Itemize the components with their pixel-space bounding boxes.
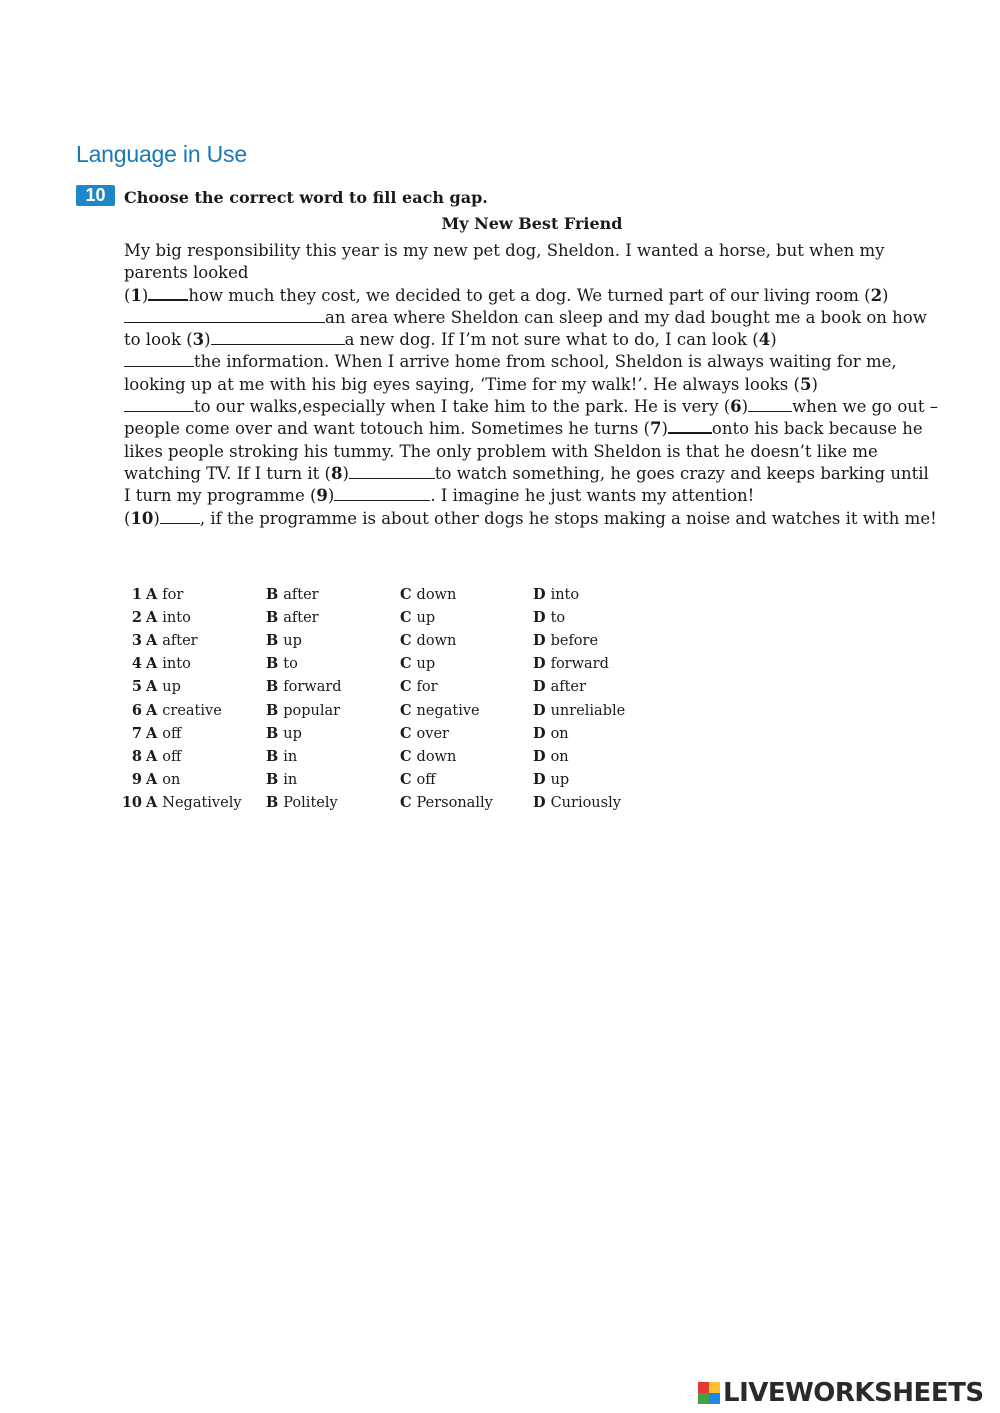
passage-text: to watch something, he goes crazy and keeps barking until I turn my programme — [124, 463, 929, 506]
option-letter: A — [146, 655, 158, 673]
option-letter: D — [533, 655, 546, 673]
option-letter: A — [146, 770, 158, 788]
option-word: to — [283, 656, 298, 673]
option-c[interactable] — [400, 606, 533, 629]
option-a[interactable] — [146, 583, 266, 606]
option-d[interactable] — [533, 722, 653, 745]
option-word: to — [550, 610, 566, 627]
gap-number: 5 — [799, 374, 812, 394]
option-letter: C — [400, 609, 412, 627]
option-c[interactable] — [400, 745, 533, 768]
passage-text: onto his back because he likes people stroking his tummy. The only problem with Sheldon is that he doesn’t like me watching TV. If I turn it — [124, 419, 923, 483]
option-word: down — [416, 633, 457, 650]
gap-4-blank[interactable] — [124, 352, 194, 367]
option-d[interactable] — [533, 768, 653, 791]
question-number: 7 — [131, 724, 142, 742]
option-a[interactable] — [146, 768, 266, 791]
question-number: 4 — [131, 655, 142, 673]
question-number: 10 — [121, 793, 142, 811]
option-row — [112, 791, 653, 814]
option-d[interactable] — [533, 606, 653, 629]
answer-options-table — [112, 583, 653, 814]
option-letter: A — [146, 609, 158, 627]
option-b[interactable] — [266, 583, 400, 606]
passage-text: My big responsibility this year is my new pet dog, Sheldon. I wanted a horse, but when my parents looked — [124, 241, 885, 283]
question-number: 8 — [131, 747, 142, 765]
passage-text: , if the programme is about other dogs he stops making a noise and watches it with me! — [199, 508, 937, 528]
option-word: negative — [416, 702, 480, 719]
option-c[interactable] — [400, 791, 533, 814]
option-word: into — [550, 587, 580, 604]
option-a[interactable] — [146, 791, 266, 814]
option-letter: A — [146, 793, 158, 811]
gap-number: 1 — [130, 285, 142, 305]
option-letter: A — [146, 678, 158, 696]
option-letter: C — [400, 632, 412, 650]
option-word: in — [283, 771, 298, 788]
option-word: on — [162, 771, 181, 788]
passage-text: an area where Sheldon can sleep and my dad bought me a book on how to look — [124, 307, 927, 350]
option-word: after — [283, 610, 319, 627]
option-word: up — [283, 725, 302, 742]
option-word: after — [550, 679, 586, 696]
gap-number: 6 — [730, 397, 742, 417]
option-row — [112, 629, 653, 652]
passage-text: . I imagine he just wants my attention! — [430, 486, 755, 506]
option-a[interactable] — [146, 652, 266, 675]
option-c[interactable] — [400, 652, 533, 675]
option-word: on — [550, 725, 569, 742]
option-letter: D — [533, 609, 546, 627]
option-a[interactable] — [146, 629, 266, 652]
option-a[interactable] — [146, 698, 266, 721]
option-word: on — [550, 748, 569, 765]
gap-number: 3 — [192, 330, 205, 350]
option-letter: A — [146, 632, 158, 650]
option-letter: C — [400, 678, 412, 696]
logo-grid-icon — [698, 1382, 720, 1404]
option-d[interactable] — [533, 675, 653, 698]
passage-text: when we go out – people come over and want totouch him. Sometimes he turns — [124, 397, 939, 439]
option-c[interactable] — [400, 698, 533, 721]
option-b[interactable] — [266, 675, 400, 698]
option-word: creative — [162, 702, 222, 719]
option-letter: D — [533, 586, 546, 604]
liveworksheets-logo — [698, 1378, 984, 1408]
option-letter: C — [400, 747, 412, 765]
question-number: 6 — [131, 701, 142, 719]
option-letter: D — [533, 770, 546, 788]
option-word: up — [416, 610, 436, 627]
option-letter: A — [146, 747, 158, 765]
option-c[interactable] — [400, 768, 533, 791]
logo-text: LIVEWORKSHEETS — [723, 1378, 984, 1408]
gap-number: 8 — [330, 463, 343, 483]
option-word: down — [416, 587, 457, 604]
option-word: in — [283, 748, 298, 765]
gap-number: 9 — [316, 486, 328, 506]
option-c[interactable] — [400, 629, 533, 652]
option-word: into — [162, 656, 191, 673]
option-word: over — [416, 725, 449, 742]
question-number: 3 — [131, 632, 142, 650]
option-c[interactable] — [400, 722, 533, 745]
option-b[interactable] — [266, 768, 400, 791]
option-letter: C — [400, 586, 412, 604]
option-b[interactable] — [266, 698, 400, 721]
option-letter: C — [400, 793, 412, 811]
passage-text: the information. When I arrive home from school, Sheldon is always waiting for me, looking up at me with his big eyes saying, ‘Time for my walk!’. He always looks — [124, 352, 897, 394]
option-word: forward — [550, 656, 609, 673]
question-number: 5 — [131, 678, 142, 696]
option-letter: A — [146, 586, 158, 604]
option-letter: C — [400, 655, 412, 673]
option-word: up — [162, 679, 181, 696]
option-letter: B — [266, 678, 279, 696]
option-d[interactable] — [533, 583, 653, 606]
option-b[interactable] — [266, 629, 400, 652]
option-b[interactable] — [266, 722, 400, 745]
option-d[interactable] — [533, 698, 653, 721]
option-word: up — [550, 771, 570, 788]
option-a[interactable] — [146, 675, 266, 698]
option-word: for — [416, 679, 438, 696]
question-number: 9 — [131, 770, 142, 788]
exercise-number-badge: 10 — [76, 185, 115, 206]
option-word: up — [416, 656, 436, 673]
gap-6-blank[interactable] — [748, 397, 792, 412]
option-word: for — [162, 587, 184, 604]
option-letter: B — [266, 609, 279, 627]
option-b[interactable] — [266, 606, 400, 629]
option-row — [112, 606, 653, 629]
gap-2-blank[interactable] — [124, 308, 325, 323]
option-word: into — [162, 610, 191, 627]
option-word: Politely — [283, 794, 338, 811]
option-letter: B — [266, 655, 279, 673]
gap-number: 2 — [870, 285, 883, 305]
option-b[interactable] — [266, 791, 400, 814]
option-row — [112, 722, 653, 745]
option-letter: A — [146, 724, 158, 742]
option-a[interactable] — [146, 745, 266, 768]
option-a[interactable] — [146, 606, 266, 629]
option-d[interactable] — [533, 652, 653, 675]
option-word: after — [162, 633, 198, 650]
option-letter: A — [146, 701, 158, 719]
option-c[interactable] — [400, 675, 533, 698]
option-word: before — [550, 633, 599, 650]
option-letter: D — [533, 678, 546, 696]
gap-9-blank[interactable] — [334, 486, 430, 501]
option-b[interactable] — [266, 745, 400, 768]
option-letter: D — [533, 793, 546, 811]
gap-8-blank[interactable] — [349, 464, 435, 479]
passage-text: how much they cost, we decided to get a dog. We turned part of our living room — [188, 285, 859, 305]
option-word: Negatively — [162, 794, 242, 811]
option-letter: B — [266, 632, 279, 650]
option-letter: B — [266, 747, 279, 765]
gap-10-blank[interactable] — [160, 509, 200, 524]
option-letter: B — [266, 701, 279, 719]
option-letter: B — [266, 770, 279, 788]
option-letter: D — [533, 724, 546, 742]
question-number: 1 — [131, 586, 142, 604]
option-word: off — [416, 771, 436, 788]
option-word: off — [162, 748, 182, 765]
passage-text: a new dog. If I’m not sure what to do, I can look — [344, 330, 748, 350]
option-word: popular — [283, 702, 341, 719]
option-word: off — [162, 725, 182, 742]
option-word: down — [416, 748, 457, 765]
gap-1-blank[interactable] — [148, 285, 188, 301]
option-row — [112, 745, 653, 768]
option-word: up — [283, 633, 302, 650]
gap-number: 4 — [758, 330, 771, 350]
option-letter: D — [533, 701, 546, 719]
gap-7-blank[interactable] — [668, 418, 712, 434]
option-d[interactable] — [533, 791, 653, 814]
option-c[interactable] — [400, 583, 533, 606]
option-word: unreliable — [550, 702, 626, 719]
option-word: Curiously — [550, 794, 621, 811]
option-b[interactable] — [266, 652, 400, 675]
option-d[interactable] — [533, 745, 653, 768]
option-letter: B — [266, 793, 279, 811]
option-letter: B — [266, 724, 279, 742]
option-letter: D — [533, 747, 546, 765]
option-word: Personally — [416, 794, 493, 811]
gap-3-blank[interactable] — [211, 330, 345, 345]
gap-number: 7 — [649, 419, 662, 439]
story-title: My New Best Friend — [441, 214, 623, 233]
option-row — [112, 768, 653, 791]
exercise-instruction: Choose the correct word to fill each gap. — [124, 188, 488, 207]
option-row — [112, 652, 653, 675]
passage: My big responsibility this year is my new pet dog, Sheldon. I wanted a horse, but when my parents looked (1) how much they cost, we decided to get a dog. We turned part of our living room (2)an area where Sheldon can sleep and my dad bought me a book on how to look (3) a new dog. If I’m not sure what to do, I can look (4) the information. When I arrive home from school, Sheldon is always waiting for me, looking up at me with his big eyes saying, ‘Time for my walk!’. He always looks (5) to our walks,especially when I take him to the park. He is very (6) when we go out – people come over and want totouch him. Sometimes he turns (7) onto his back because he likes people stroking his tummy. The only problem with Sheldon is that he doesn’t like me watching TV. If I turn it (8) to watch something, he goes crazy and keeps barking until I turn my programme (9) . I imagine he just wants my attention! (10) , if the programme is about other dogs he stops making a noise and watches it with me! — [124, 241, 939, 528]
section-title: Language in Use — [76, 141, 247, 167]
option-letter: C — [400, 701, 412, 719]
option-a[interactable] — [146, 722, 266, 745]
option-d[interactable] — [533, 629, 653, 652]
option-word: after — [283, 587, 319, 604]
gap-number: 10 — [130, 508, 154, 528]
option-row — [112, 583, 653, 606]
gap-5-blank[interactable] — [124, 397, 194, 412]
question-number: 2 — [131, 609, 142, 627]
option-letter: D — [533, 632, 546, 650]
option-letter: C — [400, 770, 412, 788]
option-letter: C — [400, 724, 412, 742]
option-row — [112, 675, 653, 698]
option-word: forward — [283, 679, 342, 696]
passage-text: to our walks,especially when I take him to the park. He is very — [194, 397, 719, 417]
option-letter: B — [266, 586, 279, 604]
option-row — [112, 698, 653, 721]
